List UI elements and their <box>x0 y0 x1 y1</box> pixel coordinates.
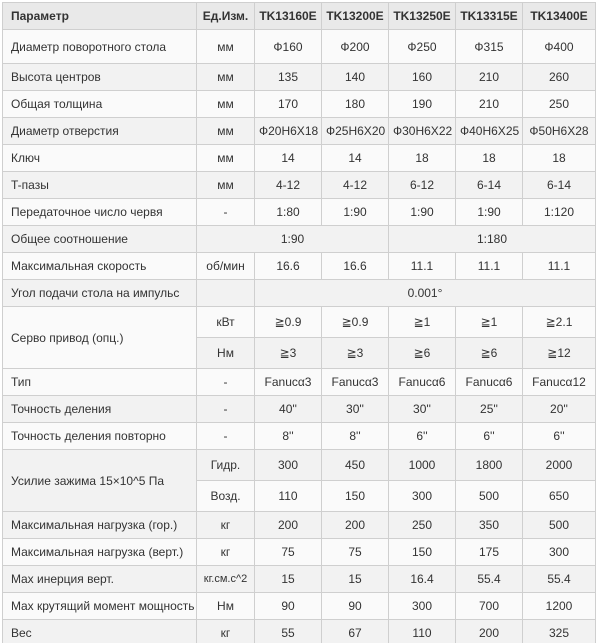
table-row <box>3 512 596 539</box>
table-row <box>3 172 596 199</box>
table-row <box>3 539 596 566</box>
value-cell: 450 <box>322 450 389 481</box>
param-cell: Ключ <box>3 145 197 172</box>
value-cell: Fanucα3 <box>255 369 322 396</box>
value-cell: ≧3 <box>322 338 389 369</box>
value-cell: 4-12 <box>322 172 389 199</box>
param-cell: Общее соотношение <box>3 226 197 253</box>
value-cell: 6'' <box>456 423 523 450</box>
value-cell: 160 <box>389 64 456 91</box>
value-cell: 6-14 <box>456 172 523 199</box>
param-cell: Max инерция верт. <box>3 566 197 593</box>
value-cell: Ф200 <box>322 30 389 64</box>
value-cell: 325 <box>523 620 596 643</box>
value-cell: 11.1 <box>389 253 456 280</box>
value-cell: ≧1 <box>456 307 523 338</box>
value-cell: Fanucα6 <box>389 369 456 396</box>
unit-cell: мм <box>197 145 255 172</box>
value-cell: Ф50H6X28 <box>523 118 596 145</box>
value-cell: 1800 <box>456 450 523 481</box>
table-row <box>3 423 596 450</box>
value-cell: 1:90 <box>322 199 389 226</box>
table-row <box>3 199 596 226</box>
value-cell: ≧6 <box>389 338 456 369</box>
value-cell: 1200 <box>523 593 596 620</box>
value-cell: 700 <box>456 593 523 620</box>
unit-cell: мм <box>197 91 255 118</box>
param-cell: Максимальная нагрузка (верт.) <box>3 539 197 566</box>
value-cell: 110 <box>255 481 322 512</box>
param-cell: Диаметр поворотного стола <box>3 30 197 64</box>
unit-cell: Гидр. <box>197 450 255 481</box>
unit-cell: об/мин <box>197 253 255 280</box>
param-cell: Усилие зажима 15×10^5 Па <box>3 450 197 512</box>
value-cell: 18 <box>456 145 523 172</box>
merged-value-cell: 0.001° <box>255 280 596 307</box>
value-cell: 40'' <box>255 396 322 423</box>
value-cell: 6-12 <box>389 172 456 199</box>
table-row <box>3 64 596 91</box>
value-cell: ≧12 <box>523 338 596 369</box>
value-cell: 15 <box>255 566 322 593</box>
param-cell: Тип <box>3 369 197 396</box>
table-row <box>3 253 596 280</box>
value-cell: ≧2.1 <box>523 307 596 338</box>
table-row <box>3 91 596 118</box>
param-cell: Вес <box>3 620 197 643</box>
value-cell: 200 <box>322 512 389 539</box>
unit-cell: мм <box>197 172 255 199</box>
value-cell: 170 <box>255 91 322 118</box>
unit-cell: Нм <box>197 593 255 620</box>
value-cell: 2000 <box>523 450 596 481</box>
unit-cell: Нм <box>197 338 255 369</box>
header-model-2: TK13200E <box>322 3 389 30</box>
value-cell: 500 <box>456 481 523 512</box>
value-cell: 15 <box>322 566 389 593</box>
value-cell: ≧0.9 <box>255 307 322 338</box>
value-cell: 200 <box>456 620 523 643</box>
value-cell: 14 <box>322 145 389 172</box>
value-cell: 8'' <box>255 423 322 450</box>
param-cell: Передаточное число червя <box>3 199 197 226</box>
unit-cell: кг <box>197 620 255 643</box>
value-cell: 75 <box>255 539 322 566</box>
value-cell: 30'' <box>389 396 456 423</box>
value-cell: 1:80 <box>255 199 322 226</box>
value-cell: 18 <box>389 145 456 172</box>
value-cell: 55.4 <box>456 566 523 593</box>
table-row <box>3 450 596 481</box>
value-cell: Ф315 <box>456 30 523 64</box>
table-row <box>3 280 596 307</box>
value-cell: 16.6 <box>322 253 389 280</box>
value-cell: Fanucα12 <box>523 369 596 396</box>
unit-cell: кг.см.с^2 <box>197 566 255 593</box>
unit-cell: мм <box>197 118 255 145</box>
header-model-3: TK13250E <box>389 3 456 30</box>
table-row <box>3 226 596 253</box>
unit-cell: кг <box>197 539 255 566</box>
value-cell: 350 <box>456 512 523 539</box>
value-cell: 8'' <box>322 423 389 450</box>
value-cell: 260 <box>523 64 596 91</box>
table-row <box>3 396 596 423</box>
param-cell: Точность деления повторно <box>3 423 197 450</box>
value-cell: 500 <box>523 512 596 539</box>
value-cell: 210 <box>456 64 523 91</box>
param-cell: T-пазы <box>3 172 197 199</box>
table-row <box>3 307 596 338</box>
value-cell: Fanucα6 <box>456 369 523 396</box>
header-model-4: TK13315E <box>456 3 523 30</box>
value-cell: 250 <box>523 91 596 118</box>
value-cell: 300 <box>255 450 322 481</box>
param-cell: Высота центров <box>3 64 197 91</box>
value-cell: 30'' <box>322 396 389 423</box>
value-cell: 210 <box>456 91 523 118</box>
spec-table <box>2 2 596 643</box>
value-cell: 150 <box>322 481 389 512</box>
value-cell: ≧3 <box>255 338 322 369</box>
merged-value-cell: 1:90 <box>197 226 389 253</box>
value-cell: 150 <box>389 539 456 566</box>
value-cell: Fanucα3 <box>322 369 389 396</box>
value-cell: Ф160 <box>255 30 322 64</box>
value-cell: ≧6 <box>456 338 523 369</box>
value-cell: 18 <box>523 145 596 172</box>
value-cell: 300 <box>523 539 596 566</box>
value-cell: Ф250 <box>389 30 456 64</box>
value-cell: 6'' <box>523 423 596 450</box>
value-cell: Ф20H6X18 <box>255 118 322 145</box>
value-cell: 55.4 <box>523 566 596 593</box>
unit-cell <box>197 280 255 307</box>
table-row <box>3 620 596 643</box>
value-cell: 20'' <box>523 396 596 423</box>
unit-cell: - <box>197 423 255 450</box>
table-row <box>3 30 596 64</box>
unit-cell: - <box>197 396 255 423</box>
value-cell: 14 <box>255 145 322 172</box>
value-cell: 190 <box>389 91 456 118</box>
unit-cell: кВт <box>197 307 255 338</box>
table-row <box>3 118 596 145</box>
value-cell: 1:90 <box>389 199 456 226</box>
value-cell: 6-14 <box>523 172 596 199</box>
param-cell: Максимальная нагрузка (гор.) <box>3 512 197 539</box>
table-row <box>3 593 596 620</box>
value-cell: ≧1 <box>389 307 456 338</box>
table-row <box>3 145 596 172</box>
table-row <box>3 369 596 396</box>
value-cell: 6'' <box>389 423 456 450</box>
value-cell: 16.4 <box>389 566 456 593</box>
param-cell: Точность деления <box>3 396 197 423</box>
value-cell: Ф30H6X22 <box>389 118 456 145</box>
value-cell: Ф40H6X25 <box>456 118 523 145</box>
value-cell: 110 <box>389 620 456 643</box>
unit-cell: Возд. <box>197 481 255 512</box>
value-cell: 16.6 <box>255 253 322 280</box>
value-cell: 1:120 <box>523 199 596 226</box>
unit-cell: мм <box>197 64 255 91</box>
value-cell: Ф25H6X20 <box>322 118 389 145</box>
value-cell: 11.1 <box>523 253 596 280</box>
param-cell: Серво привод (опц.) <box>3 307 197 369</box>
unit-cell: мм <box>197 30 255 64</box>
unit-cell: - <box>197 199 255 226</box>
value-cell: 650 <box>523 481 596 512</box>
value-cell: 90 <box>322 593 389 620</box>
param-cell: Max крутящий момент мощность <box>3 593 197 620</box>
value-cell: 200 <box>255 512 322 539</box>
table-row <box>3 566 596 593</box>
value-cell: 25'' <box>456 396 523 423</box>
value-cell: 300 <box>389 481 456 512</box>
param-cell: Максимальная скорость <box>3 253 197 280</box>
value-cell: 140 <box>322 64 389 91</box>
value-cell: 250 <box>389 512 456 539</box>
value-cell: ≧0.9 <box>322 307 389 338</box>
param-cell: Угол подачи стола на импульс <box>3 280 197 307</box>
value-cell: 1000 <box>389 450 456 481</box>
param-cell: Общая толщина <box>3 91 197 118</box>
header-param: Параметр <box>3 3 197 30</box>
unit-cell: кг <box>197 512 255 539</box>
value-cell: 4-12 <box>255 172 322 199</box>
value-cell: 55 <box>255 620 322 643</box>
value-cell: 180 <box>322 91 389 118</box>
value-cell: 175 <box>456 539 523 566</box>
value-cell: 67 <box>322 620 389 643</box>
unit-cell: - <box>197 369 255 396</box>
value-cell: 11.1 <box>456 253 523 280</box>
header-model-5: TK13400E <box>523 3 596 30</box>
value-cell: 1:90 <box>456 199 523 226</box>
value-cell: 300 <box>389 593 456 620</box>
header-unit: Ед.Изм. <box>197 3 255 30</box>
header-row <box>3 3 596 30</box>
header-model-1: TK13160E <box>255 3 322 30</box>
merged-value-cell: 1:180 <box>389 226 596 253</box>
value-cell: 135 <box>255 64 322 91</box>
value-cell: 75 <box>322 539 389 566</box>
param-cell: Диаметр отверстия <box>3 118 197 145</box>
value-cell: Ф400 <box>523 30 596 64</box>
value-cell: 90 <box>255 593 322 620</box>
